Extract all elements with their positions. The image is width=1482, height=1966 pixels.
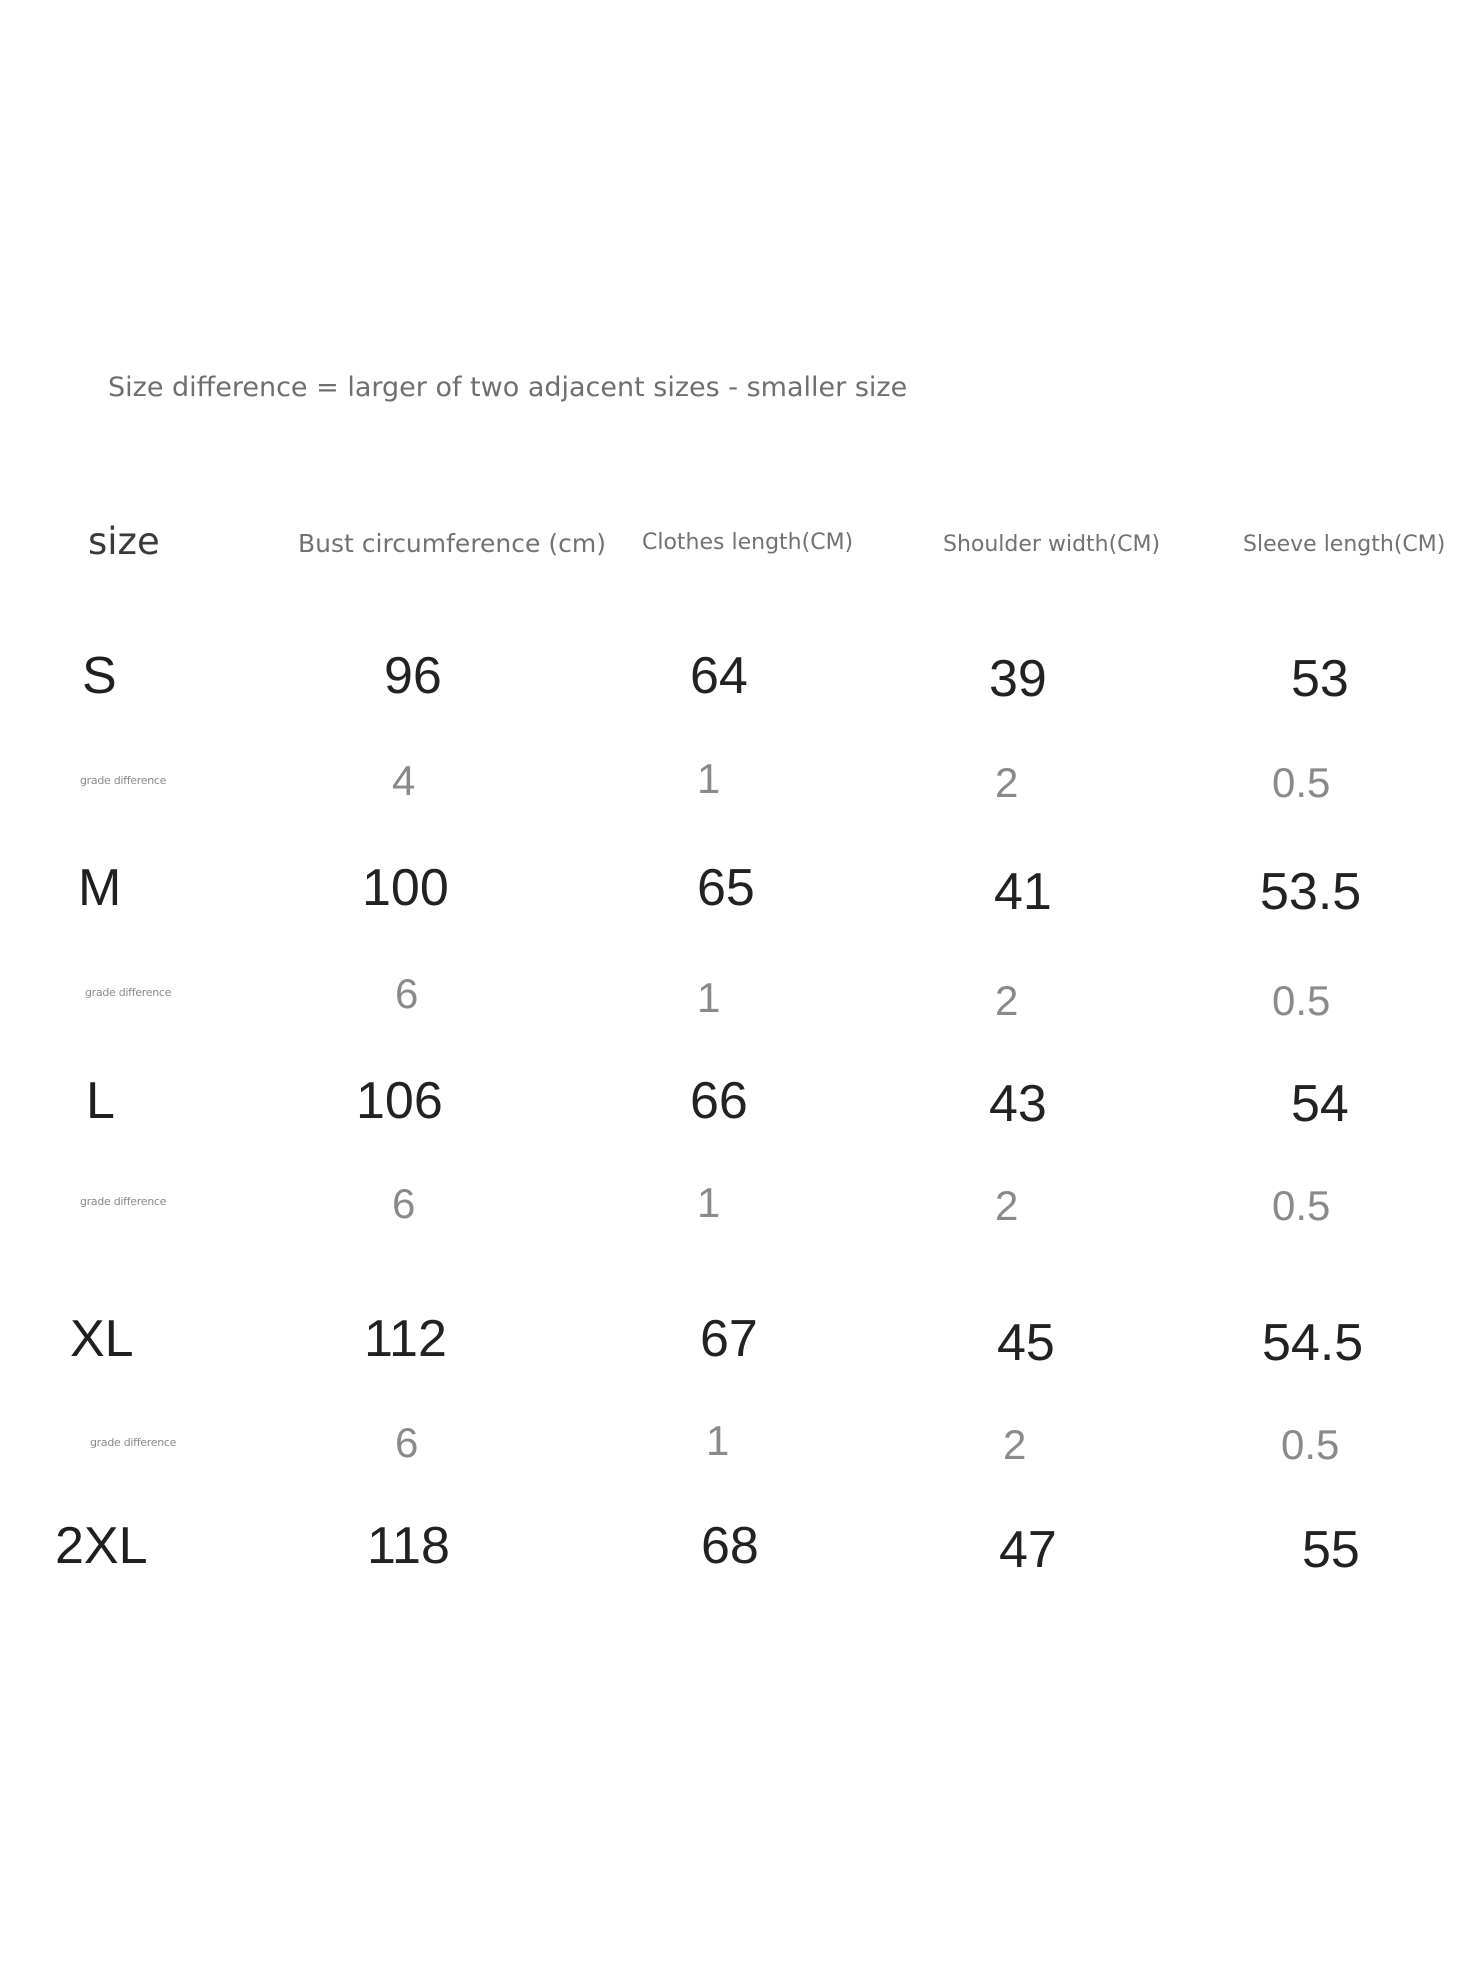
shoulder-width-value: 39 (989, 650, 1047, 708)
size-difference-note: Size difference = larger of two adjacent sizes - smaller size (108, 372, 908, 403)
bust-difference: 6 (395, 970, 419, 1017)
sleeve-length-difference: 0.5 (1272, 759, 1331, 806)
bust-value: 106 (356, 1072, 443, 1130)
bust-difference: 6 (392, 1180, 416, 1227)
clothes-length-value: 64 (690, 647, 748, 705)
bust-value: 100 (362, 859, 449, 917)
clothes-length-difference: 1 (697, 974, 721, 1021)
header-bust: Bust circumference (cm) (298, 529, 606, 558)
shoulder-width-value: 41 (994, 863, 1052, 921)
shoulder-width-difference: 2 (995, 1182, 1019, 1229)
sleeve-length-value: 53 (1291, 650, 1349, 708)
bust-difference: 6 (395, 1419, 419, 1466)
shoulder-width-value: 43 (989, 1075, 1047, 1133)
bust-value: 118 (367, 1517, 450, 1575)
bust-value: 96 (384, 647, 442, 705)
header-sleeve-length: Sleeve length(CM) (1243, 532, 1446, 557)
sleeve-length-value: 55 (1302, 1521, 1360, 1579)
shoulder-width-difference: 2 (995, 977, 1019, 1024)
sleeve-length-value: 54 (1291, 1075, 1349, 1133)
header-clothes-length: Clothes length(CM) (642, 530, 854, 555)
shoulder-width-value: 45 (997, 1314, 1055, 1372)
clothes-length-difference: 1 (697, 755, 721, 802)
size-label: 2XL (55, 1517, 148, 1575)
shoulder-width-difference: 2 (1003, 1421, 1027, 1468)
clothes-length-value: 67 (700, 1310, 758, 1368)
sleeve-length-difference: 0.5 (1281, 1421, 1340, 1468)
clothes-length-difference: 1 (697, 1179, 721, 1226)
shoulder-width-difference: 2 (995, 759, 1019, 806)
size-label: M (78, 859, 122, 917)
clothes-length-value: 66 (690, 1072, 748, 1130)
size-label: XL (70, 1310, 134, 1368)
shoulder-width-value: 47 (999, 1521, 1057, 1579)
clothes-length-difference: 1 (706, 1417, 730, 1464)
bust-value: 112 (364, 1310, 447, 1368)
sleeve-length-value: 54.5 (1262, 1314, 1364, 1372)
grade-difference-label: grade difference (80, 774, 167, 787)
header-size: size (88, 520, 160, 563)
header-shoulder-width: Shoulder width(CM) (943, 532, 1161, 557)
sleeve-length-value: 53.5 (1260, 863, 1362, 921)
sleeve-length-difference: 0.5 (1272, 977, 1331, 1024)
grade-difference-label: grade difference (90, 1436, 177, 1449)
size-label: L (86, 1072, 115, 1130)
bust-difference: 4 (392, 757, 416, 804)
grade-difference-label: grade difference (85, 986, 172, 999)
sleeve-length-difference: 0.5 (1272, 1182, 1331, 1229)
clothes-length-value: 65 (697, 859, 755, 917)
grade-difference-label: grade difference (80, 1195, 167, 1208)
clothes-length-value: 68 (701, 1517, 759, 1575)
size-label: S (82, 647, 117, 705)
